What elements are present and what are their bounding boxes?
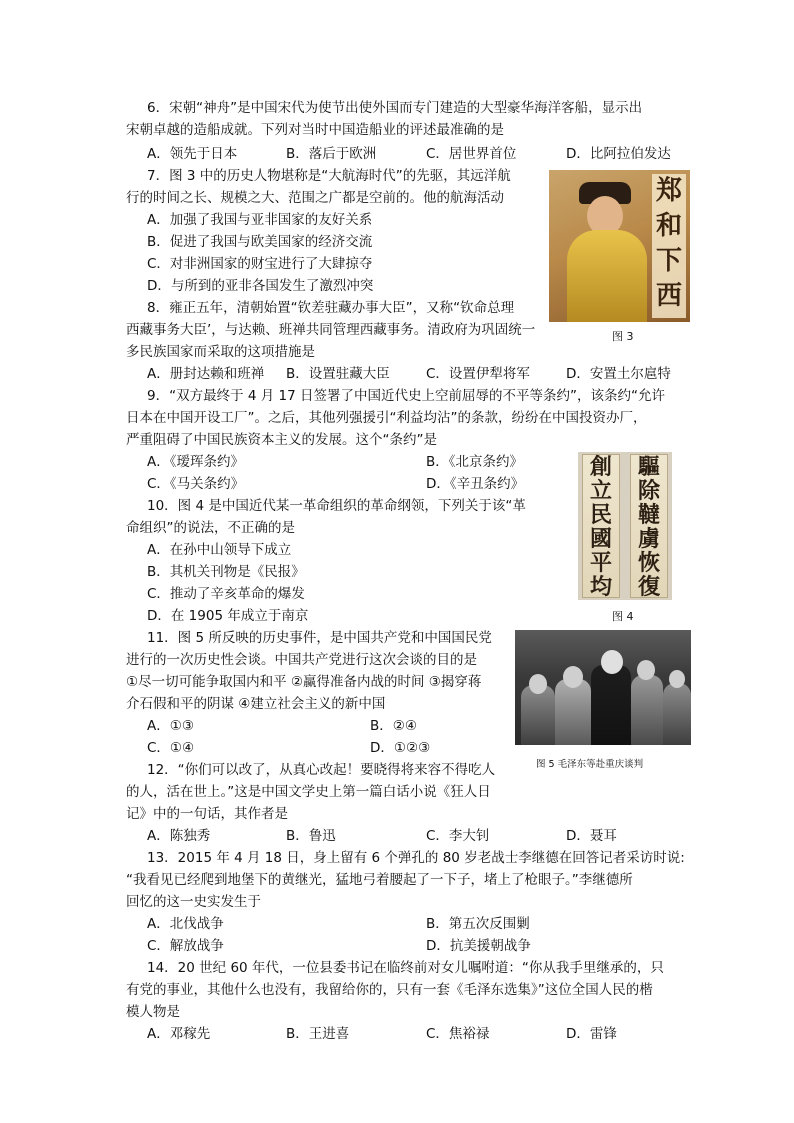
q6-option-b: B．落后于欧洲 bbox=[286, 146, 377, 162]
q13-option-a: A．北伐战争 bbox=[147, 916, 224, 932]
q10-option-b: B．其机关刊物是《民报》 bbox=[147, 564, 305, 580]
q11-option-b: B．②④ bbox=[370, 718, 417, 734]
q14-line-3: 模人物是 bbox=[126, 1004, 180, 1020]
q13-line-3: 回忆的这一史实发生于 bbox=[126, 894, 261, 910]
figure-4-char: 國 bbox=[589, 526, 612, 552]
q6-option-d: D．比阿拉伯发达 bbox=[566, 146, 671, 162]
q12-line-1: 12．“你们可以改了，从真心改起！要晓得将来容不得吃人 bbox=[147, 762, 496, 778]
q10-option-d: D．在 1905 年成立于南京 bbox=[147, 608, 309, 624]
q7-option-c: C．对非洲国家的财宝进行了大肆掠夺 bbox=[147, 256, 373, 272]
q14-option-c: C．焦裕禄 bbox=[426, 1026, 490, 1042]
figure-5-person bbox=[631, 675, 663, 745]
figure-4-program-scroll bbox=[578, 452, 672, 600]
q6-line-2: 宋朝卓越的造船成就。下列对当时中国造船业的评述最准确的是 bbox=[126, 122, 504, 138]
q12-option-d: D．聂耳 bbox=[566, 828, 617, 844]
q6-option-c: C．居世界首位 bbox=[426, 146, 517, 162]
q9-option-d: D．《辛丑条约》 bbox=[426, 476, 525, 492]
q11-line-2: 进行的一次历史性会谈。中国共产党进行这次会谈的目的是 bbox=[126, 652, 477, 668]
q8-option-c: C．设置伊犁将军 bbox=[426, 366, 530, 382]
figure-4-char: 創 bbox=[589, 454, 612, 480]
q11-line-1: 11．图 5 所反映的历史事件，是中国共产党和中国国民党 bbox=[147, 630, 492, 646]
q8-line-3: 多民族国家而采取的这项措施是 bbox=[126, 344, 315, 360]
figure-5-person bbox=[591, 665, 631, 745]
q7-option-a: A．加强了我国与亚非国家的友好关系 bbox=[147, 212, 373, 228]
figure-5-head bbox=[669, 670, 685, 688]
figure-3-robe bbox=[567, 230, 647, 322]
q13-line-2: “我看见已经爬到地堡下的黄继光，猛地弓着腰起了一下子，堵上了枪眼子。”李继德所 bbox=[126, 872, 633, 888]
q12-option-b: B．鲁迅 bbox=[286, 828, 336, 844]
q9-line-1: 9．“双方最终于 4 月 17 日签署了中国近代史上空前屈辱的不平等条约”，该条约“允许 bbox=[147, 388, 666, 404]
q13-option-b: B．第五次反围剿 bbox=[426, 916, 530, 932]
figure-5-chongqing-photo bbox=[515, 630, 691, 745]
figure-5-caption: 图 5 毛泽东等赴重庆谈判 bbox=[536, 759, 644, 770]
q10-line-1: 10．图 4 是中国近代某一革命组织的革命纲领，下列关于该“革 bbox=[147, 498, 526, 514]
figure-3-banner-char: 西 bbox=[655, 281, 682, 311]
figure-4-char: 恢 bbox=[637, 550, 660, 576]
figure-4-char: 虜 bbox=[637, 526, 660, 552]
figure-4-char: 復 bbox=[637, 574, 660, 600]
q11-option-d: D．①②③ bbox=[370, 740, 431, 756]
q8-option-d: D．安置土尔扈特 bbox=[566, 366, 671, 382]
q9-line-2: 日本在中国开设工厂”。之后，其他列强援引“利益均沾”的条款，纷纷在中国投资办厂， bbox=[126, 410, 647, 426]
figure-3-banner-char: 和 bbox=[655, 211, 682, 241]
figure-5-person bbox=[555, 679, 591, 745]
q12-line-2: 的人，活在世上。”这是中国文学史上第一篇白话小说《狂人日 bbox=[126, 784, 491, 800]
figure-4-char: 除 bbox=[637, 478, 660, 504]
figure-5-head bbox=[601, 650, 623, 674]
figure-4-char: 立 bbox=[589, 478, 612, 504]
q7-line-1: 7．图 3 中的历史人物堪称是“大航海时代”的先驱，其远洋航 bbox=[147, 168, 511, 184]
q13-option-c: C．解放战争 bbox=[147, 938, 224, 954]
q10-line-2: 命组织”的说法，不正确的是 bbox=[126, 520, 295, 536]
figure-5-head bbox=[563, 666, 583, 688]
q6-option-a: A．领先于日本 bbox=[147, 146, 238, 162]
q7-line-2: 行的时间之长、规模之大、范围之广都是空前的。他的航海活动 bbox=[126, 190, 504, 206]
figure-5-person bbox=[521, 685, 555, 745]
q14-option-b: B．王进喜 bbox=[286, 1026, 350, 1042]
figure-3-banner-char: 下 bbox=[655, 246, 682, 276]
figure-4-char: 均 bbox=[589, 574, 612, 600]
q8-option-b: B．设置驻藏大臣 bbox=[286, 366, 390, 382]
figure-4-char: 驅 bbox=[637, 454, 660, 480]
q10-option-c: C．推动了辛亥革命的爆发 bbox=[147, 586, 305, 602]
q11-option-a: A．①③ bbox=[147, 718, 194, 734]
q12-option-a: A．陈独秀 bbox=[147, 828, 211, 844]
q14-option-a: A．邓稼先 bbox=[147, 1026, 211, 1042]
figure-3-banner-char: 郑 bbox=[655, 176, 682, 206]
figure-4-column-right bbox=[630, 454, 668, 598]
q9-line-3: 严重阻碍了中国民族资本主义的发展。这个“条约”是 bbox=[126, 432, 437, 448]
figure-4-caption: 图 4 bbox=[612, 610, 634, 623]
q13-line-1: 13．2015 年 4 月 18 日，身上留有 6 个弹孔的 80 岁老战士李继德在回答记者采访时说: bbox=[147, 850, 685, 866]
q6-line-1: 6．宋朝“神舟”是中国宋代为使节出使外国而专门建造的大型豪华海洋客船，显示出 bbox=[147, 100, 643, 116]
figure-4-char: 平 bbox=[589, 550, 612, 576]
q14-line-2: 有党的事业，其他什么也没有，我留给你的，只有一套《毛泽东选集》”这位全国人民的楷 bbox=[126, 982, 653, 998]
q13-option-d: D．抗美援朝战争 bbox=[426, 938, 531, 954]
figure-5-person bbox=[663, 683, 691, 745]
figure-3-zheng-he-image bbox=[549, 170, 690, 322]
q10-option-a: A．在孙中山领导下成立 bbox=[147, 542, 292, 558]
q14-line-1: 14．20 世纪 60 年代，一位县委书记在临终前对女儿嘱咐道：“你从我手里继承的，只 bbox=[147, 960, 664, 976]
figure-3-caption: 图 3 bbox=[612, 330, 634, 343]
q9-option-a: A．《瑷珲条约》 bbox=[147, 454, 244, 470]
q14-option-d: D．雷锋 bbox=[566, 1026, 617, 1042]
q11-option-c: C．①④ bbox=[147, 740, 195, 756]
figure-5-head bbox=[637, 660, 655, 680]
q11-line-4: 介石假和平的阴谋 ④建立社会主义的新中国 bbox=[126, 696, 386, 712]
figure-5-head bbox=[529, 674, 547, 694]
q12-option-c: C．李大钊 bbox=[426, 828, 490, 844]
q11-line-3: ①尽一切可能争取国内和平 ②赢得准备内战的时间 ③揭穿蒋 bbox=[126, 674, 482, 690]
q8-line-2: 西藏事务大臣’，与达赖、班禅共同管理西藏事务。清政府为巩固统一 bbox=[126, 322, 536, 338]
q8-line-1: 8．雍正五年，清朝始置“钦差驻藏办事大臣”，又称“钦命总理 bbox=[147, 300, 515, 316]
q9-option-c: C．《马关条约》 bbox=[147, 476, 245, 492]
q8-option-a: A．册封达赖和班禅 bbox=[147, 366, 265, 382]
q9-option-b: B．《北京条约》 bbox=[426, 454, 524, 470]
q7-option-b: B．促进了我国与欧美国家的经济交流 bbox=[147, 234, 373, 250]
figure-4-char: 韃 bbox=[637, 502, 660, 528]
q7-option-d: D．与所到的亚非各国发生了激烈冲突 bbox=[147, 278, 374, 294]
figure-4-char: 民 bbox=[589, 502, 612, 528]
figure-4-column-left bbox=[582, 454, 620, 598]
q12-line-3: 记》中的一句话，其作者是 bbox=[126, 806, 288, 822]
figure-3-banner bbox=[652, 174, 686, 318]
